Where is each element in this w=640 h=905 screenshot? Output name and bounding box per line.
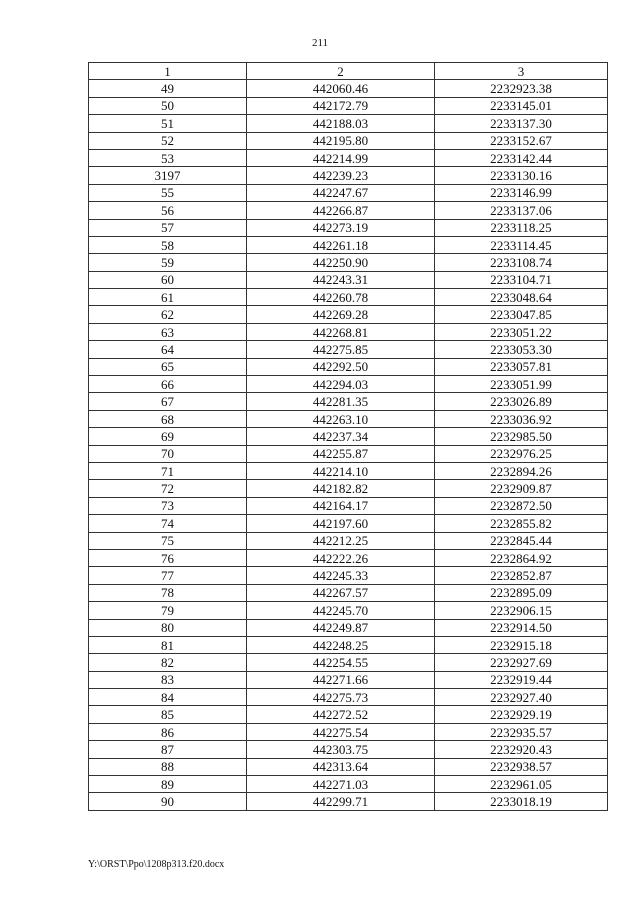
table-cell-col-3: 2232927.69 (435, 654, 608, 671)
table-cell-col-2: 442299.71 (247, 793, 435, 810)
table-cell-col-3: 2232909.87 (435, 480, 608, 497)
table-row (89, 80, 608, 97)
table-cell-col-1: 66 (89, 376, 247, 393)
table-row (89, 393, 608, 410)
table-row (89, 689, 608, 706)
table-cell-col-1: 50 (89, 97, 247, 114)
table-row (89, 289, 608, 306)
table-cell-col-2: 442272.52 (247, 706, 435, 723)
table-cell-col-1: 76 (89, 549, 247, 566)
table-cell-col-2: 442245.33 (247, 567, 435, 584)
table-cell-col-3: 2232976.25 (435, 445, 608, 462)
table-cell-col-1: 75 (89, 532, 247, 549)
table-row (89, 236, 608, 253)
table-cell-col-1: 71 (89, 462, 247, 479)
table-row (89, 115, 608, 132)
table-cell-col-1: 84 (89, 689, 247, 706)
table-cell-col-3: 2233018.19 (435, 793, 608, 810)
table-cell-col-1: 81 (89, 636, 247, 653)
table-cell-col-3: 2233047.85 (435, 306, 608, 323)
table-cell-col-2: 442250.90 (247, 254, 435, 271)
table-cell-col-3: 2233145.01 (435, 97, 608, 114)
table-cell-col-2: 442195.80 (247, 132, 435, 149)
table-row (89, 167, 608, 184)
table-cell-col-3: 2232929.19 (435, 706, 608, 723)
table-cell-col-3: 2233137.06 (435, 202, 608, 219)
coordinates-table (88, 62, 608, 811)
table-cell-col-2: 442263.10 (247, 410, 435, 427)
table-row (89, 654, 608, 671)
table-row (89, 776, 608, 793)
table-row (89, 376, 608, 393)
table-cell-col-1: 70 (89, 445, 247, 462)
table-cell-col-1: 78 (89, 584, 247, 601)
table-cell-col-2: 442275.54 (247, 723, 435, 740)
table-cell-col-1: 63 (89, 323, 247, 340)
table-cell-col-2: 442275.73 (247, 689, 435, 706)
table-cell-col-2: 442260.78 (247, 289, 435, 306)
table-cell-col-2: 442214.99 (247, 149, 435, 166)
table-cell-col-1: 90 (89, 793, 247, 810)
table-cell-col-2: 442303.75 (247, 741, 435, 758)
table-cell-col-1: 82 (89, 654, 247, 671)
table-cell-col-2: 442267.57 (247, 584, 435, 601)
table-cell-col-3: 2233146.99 (435, 184, 608, 201)
table-cell-col-1: 64 (89, 341, 247, 358)
table-cell-col-2: 442182.82 (247, 480, 435, 497)
table-header-row (89, 63, 608, 80)
table-cell-col-2: 442188.03 (247, 115, 435, 132)
table-row (89, 306, 608, 323)
table-cell-col-1: 85 (89, 706, 247, 723)
table-cell-col-3: 2232852.87 (435, 567, 608, 584)
table-row (89, 202, 608, 219)
table-cell-col-1: 49 (89, 80, 247, 97)
table-cell-col-3: 2233118.25 (435, 219, 608, 236)
table-cell-col-1: 3197 (89, 167, 247, 184)
table-cell-col-3: 2232961.05 (435, 776, 608, 793)
table-cell-col-3: 2232919.44 (435, 671, 608, 688)
table-row (89, 567, 608, 584)
table-cell-col-2: 442245.70 (247, 602, 435, 619)
table-row (89, 358, 608, 375)
table-cell-col-2: 442268.81 (247, 323, 435, 340)
table-cell-col-3: 2232894.26 (435, 462, 608, 479)
table-cell-col-1: 73 (89, 497, 247, 514)
table-cell-col-3: 2233057.81 (435, 358, 608, 375)
table-cell-col-1: 68 (89, 410, 247, 427)
column-header-2: 2 (247, 63, 435, 80)
table-cell-col-1: 65 (89, 358, 247, 375)
table-cell-col-1: 80 (89, 619, 247, 636)
table-cell-col-3: 2232895.09 (435, 584, 608, 601)
table-cell-col-2: 442060.46 (247, 80, 435, 97)
table-cell-col-3: 2232923.38 (435, 80, 608, 97)
table-cell-col-2: 442271.03 (247, 776, 435, 793)
table-row (89, 584, 608, 601)
table-cell-col-2: 442255.87 (247, 445, 435, 462)
footer-file-path: Y:\ORST\Ppo\1208p313.f20.docx (88, 859, 225, 870)
table-cell-col-3: 2232985.50 (435, 428, 608, 445)
table-row (89, 671, 608, 688)
table-cell-col-2: 442261.18 (247, 236, 435, 253)
table-row (89, 323, 608, 340)
page-number: 211 (311, 37, 329, 49)
table-cell-col-3: 2232872.50 (435, 497, 608, 514)
table-cell-col-2: 442269.28 (247, 306, 435, 323)
table-cell-col-1: 62 (89, 306, 247, 323)
table-cell-col-2: 442273.19 (247, 219, 435, 236)
table-cell-col-1: 67 (89, 393, 247, 410)
table-cell-col-1: 87 (89, 741, 247, 758)
table-row (89, 549, 608, 566)
table-cell-col-1: 89 (89, 776, 247, 793)
table-cell-col-2: 442248.25 (247, 636, 435, 653)
table-row (89, 758, 608, 775)
table-row (89, 254, 608, 271)
table-cell-col-2: 442266.87 (247, 202, 435, 219)
table-row (89, 602, 608, 619)
table-cell-col-1: 60 (89, 271, 247, 288)
table-cell-col-1: 55 (89, 184, 247, 201)
table-row (89, 532, 608, 549)
table-cell-col-2: 442222.26 (247, 549, 435, 566)
table-cell-col-1: 72 (89, 480, 247, 497)
table-cell-col-1: 51 (89, 115, 247, 132)
table-row (89, 793, 608, 810)
table-cell-col-2: 442243.31 (247, 271, 435, 288)
table-cell-col-3: 2233104.71 (435, 271, 608, 288)
table-row (89, 619, 608, 636)
table-cell-col-3: 2232855.82 (435, 515, 608, 532)
table-row (89, 445, 608, 462)
table-cell-col-3: 2233142.44 (435, 149, 608, 166)
table-cell-col-3: 2232906.15 (435, 602, 608, 619)
table-cell-col-3: 2232935.57 (435, 723, 608, 740)
table-cell-col-2: 442172.79 (247, 97, 435, 114)
table-body (89, 80, 608, 810)
table-row (89, 97, 608, 114)
table-cell-col-1: 57 (89, 219, 247, 236)
table-cell-col-1: 52 (89, 132, 247, 149)
table-cell-col-3: 2233036.92 (435, 410, 608, 427)
table-cell-col-3: 2233051.99 (435, 376, 608, 393)
table-cell-col-2: 442271.66 (247, 671, 435, 688)
column-header-3: 3 (435, 63, 608, 80)
table-cell-col-3: 2233048.64 (435, 289, 608, 306)
table-row (89, 219, 608, 236)
table-cell-col-2: 442249.87 (247, 619, 435, 636)
table-cell-col-3: 2233051.22 (435, 323, 608, 340)
table-cell-col-3: 2232864.92 (435, 549, 608, 566)
table-cell-col-2: 442239.23 (247, 167, 435, 184)
table-cell-col-1: 77 (89, 567, 247, 584)
table-cell-col-3: 2233114.45 (435, 236, 608, 253)
table-cell-col-1: 61 (89, 289, 247, 306)
table-row (89, 341, 608, 358)
table-row (89, 480, 608, 497)
table-cell-col-2: 442294.03 (247, 376, 435, 393)
table-row (89, 184, 608, 201)
table-cell-col-3: 2233053.30 (435, 341, 608, 358)
table-cell-col-3: 2233137.30 (435, 115, 608, 132)
table-row (89, 428, 608, 445)
table-cell-col-2: 442281.35 (247, 393, 435, 410)
table-row (89, 271, 608, 288)
column-header-1: 1 (89, 63, 247, 80)
table-row (89, 462, 608, 479)
table-cell-col-3: 2232927.40 (435, 689, 608, 706)
table-cell-col-2: 442275.85 (247, 341, 435, 358)
table-cell-col-1: 56 (89, 202, 247, 219)
table-cell-col-2: 442212.25 (247, 532, 435, 549)
table-cell-col-3: 2233026.89 (435, 393, 608, 410)
table-cell-col-3: 2232915.18 (435, 636, 608, 653)
table-cell-col-1: 86 (89, 723, 247, 740)
table-cell-col-3: 2233108.74 (435, 254, 608, 271)
table-cell-col-3: 2233152.67 (435, 132, 608, 149)
table-cell-col-2: 442214.10 (247, 462, 435, 479)
table-cell-col-2: 442197.60 (247, 515, 435, 532)
table-cell-col-2: 442254.55 (247, 654, 435, 671)
table-cell-col-1: 53 (89, 149, 247, 166)
table-cell-col-3: 2232845.44 (435, 532, 608, 549)
table-row (89, 723, 608, 740)
table-cell-col-2: 442247.67 (247, 184, 435, 201)
table-cell-col-1: 74 (89, 515, 247, 532)
table-cell-col-1: 59 (89, 254, 247, 271)
table-cell-col-2: 442292.50 (247, 358, 435, 375)
table-cell-col-3: 2233130.16 (435, 167, 608, 184)
table-cell-col-1: 88 (89, 758, 247, 775)
table-cell-col-2: 442237.34 (247, 428, 435, 445)
table-cell-col-3: 2232938.57 (435, 758, 608, 775)
table-row (89, 636, 608, 653)
table-row (89, 149, 608, 166)
table-cell-col-2: 442164.17 (247, 497, 435, 514)
table-row (89, 706, 608, 723)
table-cell-col-1: 79 (89, 602, 247, 619)
table-cell-col-1: 69 (89, 428, 247, 445)
table-cell-col-3: 2232914.50 (435, 619, 608, 636)
table-row (89, 497, 608, 514)
table-cell-col-1: 83 (89, 671, 247, 688)
table-row (89, 132, 608, 149)
table-cell-col-2: 442313.64 (247, 758, 435, 775)
table-cell-col-3: 2232920.43 (435, 741, 608, 758)
table-cell-col-1: 58 (89, 236, 247, 253)
table-row (89, 515, 608, 532)
table-row (89, 410, 608, 427)
table-row (89, 741, 608, 758)
